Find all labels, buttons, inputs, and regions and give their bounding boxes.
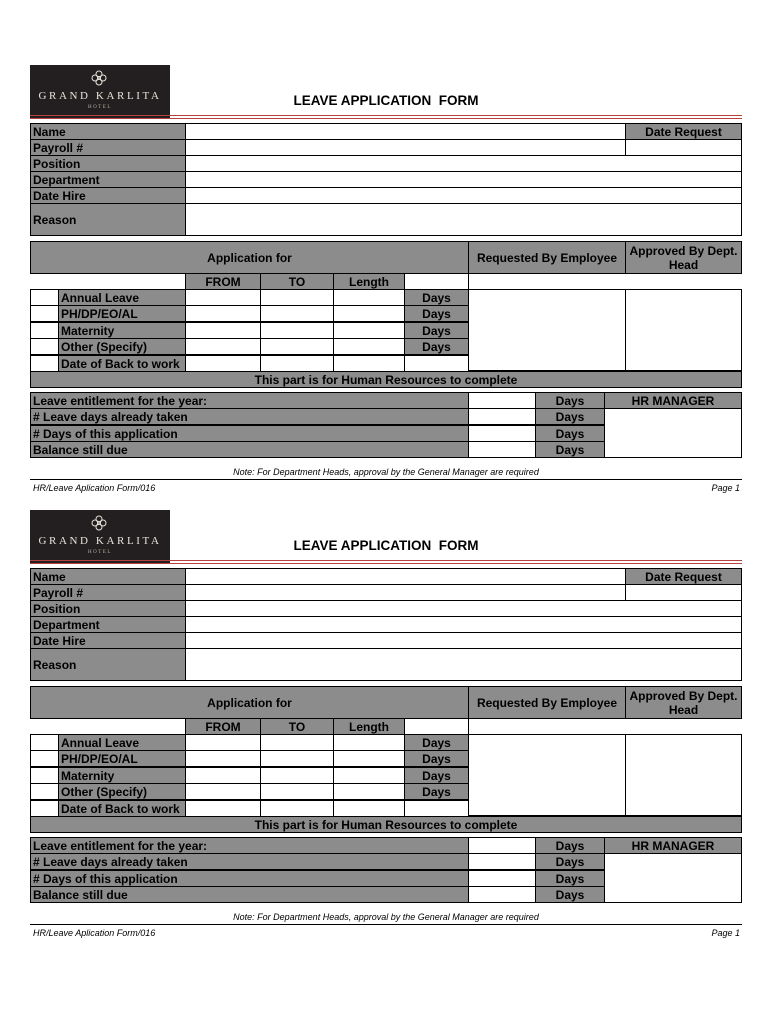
- to-field[interactable]: [260, 338, 334, 355]
- col-to: TO: [260, 273, 334, 290]
- label-name: Name: [30, 568, 186, 585]
- department-field[interactable]: [185, 616, 742, 633]
- position-field[interactable]: [185, 155, 742, 172]
- title-divider: [30, 115, 742, 116]
- hr-row-label: Balance still due: [30, 886, 469, 903]
- footer-divider: [30, 479, 742, 480]
- flower-emblem-icon: [87, 69, 111, 87]
- approved-signature-field[interactable]: [625, 289, 742, 371]
- length-field[interactable]: [333, 338, 405, 355]
- to-field[interactable]: [260, 305, 334, 322]
- reason-field[interactable]: [185, 648, 742, 681]
- days-unit-label: Days: [535, 408, 605, 425]
- requested-signature-field[interactable]: [468, 734, 626, 816]
- hr-days-field[interactable]: [468, 837, 536, 854]
- logo-brand: GRAND KARLITA: [38, 535, 162, 547]
- hr-row-label: Balance still due: [30, 441, 469, 458]
- hr-row-label: # Days of this application: [30, 870, 469, 887]
- label-date-hire: Date Hire: [30, 632, 186, 649]
- requested-header: Requested By Employee: [468, 241, 626, 274]
- hr-days-field[interactable]: [468, 870, 536, 887]
- days-unit-label: Days: [535, 870, 605, 887]
- to-field[interactable]: [260, 289, 334, 306]
- col-from: FROM: [185, 273, 261, 290]
- footer-divider: [30, 924, 742, 925]
- date-request-field[interactable]: [625, 139, 742, 156]
- approved-signature-field[interactable]: [625, 734, 742, 816]
- label-payroll: Payroll #: [30, 139, 186, 156]
- name-field[interactable]: [185, 123, 626, 140]
- to-field[interactable]: [260, 783, 334, 800]
- title-divider: [30, 563, 742, 564]
- department-field[interactable]: [185, 171, 742, 188]
- leave-type-label: Annual Leave: [58, 289, 186, 306]
- date-request-field[interactable]: [625, 584, 742, 601]
- label-reason: Reason: [30, 648, 186, 681]
- days-unit-label: Days: [404, 750, 469, 767]
- hr-days-field[interactable]: [468, 425, 536, 442]
- days-unit-label: Days: [404, 734, 469, 751]
- label-date-request: Date Request: [625, 123, 742, 140]
- hr-manager-label: HR MANAGER: [604, 392, 742, 409]
- leave-type-label: Annual Leave: [58, 734, 186, 751]
- label-position: Position: [30, 155, 186, 172]
- row-checkbox[interactable]: [30, 289, 59, 306]
- label-department: Department: [30, 171, 186, 188]
- hr-manager-signature-field[interactable]: [604, 408, 742, 458]
- leave-type-label: Other (Specify): [58, 783, 186, 800]
- date-hire-field[interactable]: [185, 632, 742, 649]
- hr-row-label: Leave entitlement for the year:: [30, 392, 469, 409]
- length-field[interactable]: [333, 305, 405, 322]
- label-position: Position: [30, 600, 186, 617]
- label-name: Name: [30, 123, 186, 140]
- row-checkbox[interactable]: [30, 750, 59, 767]
- payroll-field[interactable]: [185, 139, 626, 156]
- approval-note: Note: For Department Heads, approval by the General Manager are required: [233, 912, 539, 922]
- hr-row-label: # Days of this application: [30, 425, 469, 442]
- label-payroll: Payroll #: [30, 584, 186, 601]
- label-reason: Reason: [30, 203, 186, 236]
- days-unit-label: Days: [535, 886, 605, 903]
- col-length: Length: [333, 718, 405, 735]
- from-field[interactable]: [185, 338, 261, 355]
- empty-cell: [404, 355, 469, 372]
- row-checkbox[interactable]: [30, 800, 59, 817]
- to-field[interactable]: [260, 322, 334, 339]
- row-checkbox[interactable]: [30, 322, 59, 339]
- title-divider: [30, 118, 742, 119]
- from-field[interactable]: [185, 783, 261, 800]
- leave-type-label: Maternity: [58, 767, 186, 784]
- length-field[interactable]: [333, 800, 405, 817]
- days-unit-label: Days: [535, 425, 605, 442]
- leave-type-label: Other (Specify): [58, 338, 186, 355]
- days-unit-label: Days: [404, 767, 469, 784]
- length-field[interactable]: [333, 734, 405, 751]
- leave-type-label: Date of Back to work: [58, 800, 186, 817]
- from-field[interactable]: [185, 767, 261, 784]
- col-to: TO: [260, 718, 334, 735]
- row-checkbox[interactable]: [30, 783, 59, 800]
- hotel-logo: [30, 65, 170, 119]
- days-unit-label: Days: [535, 837, 605, 854]
- length-field[interactable]: [333, 355, 405, 372]
- length-field[interactable]: [333, 750, 405, 767]
- hr-banner: This part is for Human Resources to complete: [30, 371, 742, 388]
- label-date-request: Date Request: [625, 568, 742, 585]
- empty-cell: [404, 273, 469, 290]
- leave-form: [0, 65, 768, 505]
- hr-row-label: # Leave days already taken: [30, 408, 469, 425]
- days-unit-label: Days: [535, 853, 605, 870]
- to-field[interactable]: [260, 750, 334, 767]
- requested-signature-field[interactable]: [468, 289, 626, 371]
- from-field[interactable]: [185, 734, 261, 751]
- leave-type-label: Date of Back to work: [58, 355, 186, 372]
- days-unit-label: Days: [404, 783, 469, 800]
- approval-note: Note: For Department Heads, approval by the General Manager are required: [233, 467, 539, 477]
- position-field[interactable]: [185, 600, 742, 617]
- days-unit-label: Days: [404, 289, 469, 306]
- length-field[interactable]: [333, 767, 405, 784]
- empty-cell: [404, 800, 469, 817]
- form-code: HR/Leave Aplication Form/016: [33, 928, 156, 938]
- form-code: HR/Leave Aplication Form/016: [33, 483, 156, 493]
- from-field[interactable]: [185, 289, 261, 306]
- hr-days-field[interactable]: [468, 853, 536, 870]
- row-checkbox[interactable]: [30, 338, 59, 355]
- from-field[interactable]: [185, 800, 261, 817]
- to-field[interactable]: [260, 734, 334, 751]
- to-field[interactable]: [260, 800, 334, 817]
- row-checkbox[interactable]: [30, 734, 59, 751]
- page-number: Page 1: [711, 483, 740, 493]
- row-checkbox[interactable]: [30, 305, 59, 322]
- name-field[interactable]: [185, 568, 626, 585]
- application-header: Application for: [30, 241, 469, 274]
- empty-cell: [404, 718, 469, 735]
- hr-manager-label: HR MANAGER: [604, 837, 742, 854]
- logo-subtitle: HOTEL: [88, 105, 112, 110]
- approved-header: Approved By Dept. Head: [625, 686, 742, 719]
- hr-days-field[interactable]: [468, 886, 536, 903]
- page-number: Page 1: [711, 928, 740, 938]
- approved-header: Approved By Dept. Head: [625, 241, 742, 274]
- reason-field[interactable]: [185, 203, 742, 236]
- form-title: LEAVE APPLICATION FORM: [293, 538, 479, 553]
- days-unit-label: Days: [535, 441, 605, 458]
- application-header: Application for: [30, 686, 469, 719]
- from-field[interactable]: [185, 305, 261, 322]
- leave-form: [0, 510, 768, 950]
- length-field[interactable]: [333, 322, 405, 339]
- to-field[interactable]: [260, 355, 334, 372]
- col-length: Length: [333, 273, 405, 290]
- days-unit-label: Days: [535, 392, 605, 409]
- leave-type-label: PH/DP/EO/AL: [58, 750, 186, 767]
- hr-manager-signature-field[interactable]: [604, 853, 742, 903]
- flower-emblem-icon: [87, 514, 111, 532]
- length-field[interactable]: [333, 289, 405, 306]
- payroll-field[interactable]: [185, 584, 626, 601]
- leave-type-label: Maternity: [58, 322, 186, 339]
- form-title: LEAVE APPLICATION FORM: [293, 93, 479, 108]
- hr-row-label: # Leave days already taken: [30, 853, 469, 870]
- hr-row-label: Leave entitlement for the year:: [30, 837, 469, 854]
- days-unit-label: Days: [404, 305, 469, 322]
- hr-days-field[interactable]: [468, 392, 536, 409]
- label-department: Department: [30, 616, 186, 633]
- hr-days-field[interactable]: [468, 408, 536, 425]
- hr-banner: This part is for Human Resources to complete: [30, 816, 742, 833]
- leave-type-label: PH/DP/EO/AL: [58, 305, 186, 322]
- date-hire-field[interactable]: [185, 187, 742, 204]
- days-unit-label: Days: [404, 338, 469, 355]
- label-date-hire: Date Hire: [30, 187, 186, 204]
- title-divider: [30, 560, 742, 561]
- hr-days-field[interactable]: [468, 441, 536, 458]
- from-field[interactable]: [185, 750, 261, 767]
- logo-subtitle: HOTEL: [88, 550, 112, 555]
- length-field[interactable]: [333, 783, 405, 800]
- logo-brand: GRAND KARLITA: [38, 90, 162, 102]
- requested-header: Requested By Employee: [468, 686, 626, 719]
- days-unit-label: Days: [404, 322, 469, 339]
- row-checkbox[interactable]: [30, 355, 59, 372]
- col-from: FROM: [185, 718, 261, 735]
- to-field[interactable]: [260, 767, 334, 784]
- row-checkbox[interactable]: [30, 767, 59, 784]
- from-field[interactable]: [185, 322, 261, 339]
- hotel-logo: [30, 510, 170, 564]
- from-field[interactable]: [185, 355, 261, 372]
